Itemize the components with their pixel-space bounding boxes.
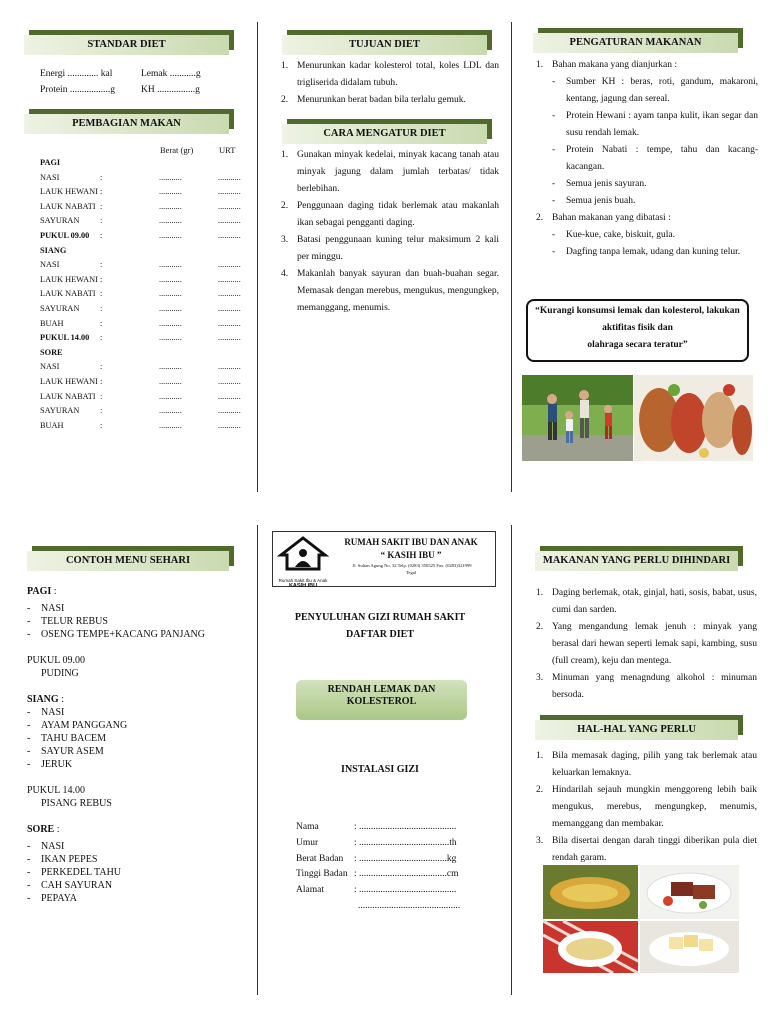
anjuran-item-text: Protein Nabati : tempe, tahu dan kacang-kacangan.	[566, 145, 758, 172]
row-label: LAUK HEWANI	[40, 187, 98, 197]
row-label: LAUK HEWANI	[40, 377, 98, 386]
dash-mark: -	[552, 77, 556, 87]
pukul-14-label: PUKUL 14.00	[27, 785, 85, 796]
list-number: 2.	[536, 622, 544, 632]
hindari-item	[536, 619, 757, 670]
dash-mark: -	[27, 867, 31, 878]
pengaturan-list: 1. Bahan makana yang dianjurkan : - Sumber KH : beras, roti, gandum, makaroni, kentang, jagung dan sereal. - Protein Hewani : ayam tanpa kulit, ikan segar dan susu rendah lemak. - Protein Nabati : tempe, tahu dan kacang-kacangan. - Semua jenis sayuran. - Semua jenis buah. 2. Bahan makanan yang dibatasi : - Kue-kue, cake, biskuit, gula. - Dagfing tanpa lemak, udang dan kuning telur.	[536, 57, 758, 261]
logo-text-2: KASIH IBU	[288, 583, 318, 589]
row-urt: ...........	[218, 377, 241, 386]
pagi-label-text: PAGI	[27, 586, 52, 597]
pembagian-row	[40, 377, 245, 391]
row-label: SAYURAN	[40, 406, 80, 416]
hindari-item	[536, 585, 757, 619]
row-label: NASI	[40, 172, 60, 182]
row-label: LAUK HEWANI	[40, 274, 98, 284]
sore-label	[27, 823, 242, 836]
siang-item	[27, 758, 242, 771]
anjuran-item	[536, 176, 758, 193]
dash-mark: -	[27, 746, 31, 757]
food-collage-photo	[543, 865, 739, 973]
hal-perlu-header: HAL-HAL YANG PERLU	[535, 720, 738, 740]
row-urt: ...........	[218, 420, 241, 430]
dash-mark: -	[27, 893, 31, 904]
row-berat: ...........	[159, 304, 182, 313]
hindari-item	[536, 670, 757, 704]
list-number: 2.	[281, 95, 289, 105]
fold-line	[257, 525, 258, 995]
cara-item	[281, 232, 499, 266]
pembagian-row	[40, 231, 245, 245]
row-urt: ...........	[218, 406, 241, 416]
standar-diet-header: STANDAR DIET	[24, 35, 229, 55]
spacer	[27, 810, 242, 823]
row-colon: :	[100, 406, 103, 416]
list-number: 3.	[281, 235, 289, 245]
pembagian-row	[40, 362, 245, 376]
row-berat: ...........	[159, 216, 182, 226]
dash-mark: -	[552, 196, 556, 206]
row-berat: ...........	[159, 333, 182, 343]
pembagian-row	[40, 275, 245, 289]
form-value: : .........................................	[354, 822, 457, 832]
sore-item-text: IKAN PEPES	[41, 854, 98, 865]
pembagian-row	[40, 348, 245, 362]
anjuran-item	[536, 142, 758, 176]
form-row	[296, 838, 457, 848]
hospital-sub: “ KASIH IBU ”	[380, 550, 442, 560]
row-colon: :	[100, 377, 103, 386]
row-colon: :	[100, 274, 103, 284]
anjuran-item-text: Semua jenis sayuran.	[566, 179, 647, 189]
hindari-item-text: Daging berlemak, otak, ginjal, hati, sosis, babat, usus, cumi dan sarden.	[552, 588, 757, 615]
siang-item	[27, 745, 242, 758]
col-urt: URT	[219, 145, 236, 155]
row-label: SAYURAN	[40, 216, 80, 226]
row-urt: ...........	[218, 362, 241, 372]
dibatasi-title: Bahan makanan yang dibatasi :	[552, 213, 671, 223]
siang-item-text: NASI	[41, 707, 65, 718]
hindari-item-text: Yang mengandung lemak jenuh : minyak yang berasal dari hewan seperti lemak sapi, kambing, susu (full cream), keju dan mentega.	[552, 622, 757, 666]
menu-block	[27, 585, 242, 905]
form-row	[296, 822, 456, 832]
row-colon: :	[100, 304, 103, 313]
row-urt: ...........	[218, 304, 241, 313]
row-colon: :	[100, 391, 103, 401]
row-berat: ...........	[159, 201, 182, 211]
siang-item-text: JERUK	[41, 759, 73, 770]
quote-line-1: “Kurangi konsumsi lemak dan kolesterol, lakukan	[535, 306, 740, 316]
dash-mark: -	[27, 733, 31, 744]
siang-label-text: SIANG	[27, 694, 59, 705]
hindari-list	[536, 585, 757, 704]
pembagian-row	[40, 260, 245, 274]
dash-mark: -	[27, 854, 31, 865]
pembagian-row	[40, 289, 245, 303]
row-urt: ...........	[218, 231, 241, 240]
tujuan-list	[281, 58, 499, 109]
form-label: Alamat	[296, 885, 324, 896]
list-number: 1.	[281, 61, 289, 71]
fold-line	[511, 22, 512, 492]
row-label: SAYURAN	[40, 304, 80, 313]
row-colon: :	[100, 362, 103, 372]
cara-item	[281, 147, 499, 198]
form-label: Umur	[296, 837, 319, 848]
diet-type-box	[296, 680, 467, 720]
row-berat: ...........	[159, 187, 182, 197]
anjuran-item	[536, 74, 758, 108]
colon: :	[54, 824, 60, 835]
sore-item-text: NASI	[41, 841, 65, 852]
kh-field: KH ................g	[141, 85, 200, 95]
pagi-item	[27, 628, 242, 641]
makanan-dihindari-header: MAKANAN YANG PERLU DIHINDARI	[535, 551, 738, 571]
anjuran-item	[536, 193, 758, 210]
row-urt: ...........	[218, 216, 241, 226]
hospital-name: RUMAH SAKIT IBU DAN ANAK	[344, 537, 478, 547]
row-berat: ...........	[159, 420, 182, 430]
cara-item-text: Penggunaan daging tidak berlemak atau makanlah ikan sebagai pengganti daging.	[297, 201, 499, 228]
row-label: PUKUL 09.00	[40, 231, 90, 240]
form-label: Tinggi Badan	[296, 869, 348, 880]
cara-item-text: Gunakan minyak kedelai, minyak kacang tanah atau minyak jagung dalam jumlah terbatas/ tidak berlebihan.	[297, 150, 499, 194]
row-urt: ...........	[218, 187, 241, 197]
anjuran-title: Bahan makana yang dianjurkan :	[552, 60, 678, 70]
row-berat: ...........	[159, 377, 182, 386]
list-number: 3.	[536, 836, 544, 846]
anjuran-item-text: Sumber KH : beras, roti, gandum, makaroni, kentang, jagung dan sereal.	[566, 77, 758, 104]
protein-field: Protein .................g	[40, 85, 115, 95]
dash-mark: -	[27, 616, 31, 627]
dibatasi-item	[536, 227, 758, 244]
perlu-item-text: Bila disertai dengan darah tinggi diberikan pula diet rendah garam.	[552, 836, 757, 863]
hospital-city: Tegal	[405, 570, 417, 575]
running-family-photo	[522, 375, 633, 461]
form-row	[296, 869, 459, 879]
contoh-menu-header: CONTOH MENU SEHARI	[27, 551, 229, 571]
pagi-item-text: NASI	[41, 603, 65, 614]
row-colon: :	[100, 289, 103, 299]
pembagian-row	[40, 406, 245, 420]
hospital-header-box	[272, 531, 496, 587]
form-value: : .........................................	[354, 885, 457, 896]
pembagian-row	[40, 158, 245, 172]
tujuan-item-text: Menurunkan berat badan bila terlalu gemuk.	[297, 95, 466, 105]
perlu-item	[536, 748, 757, 782]
sore-item-text: CAH SAYURAN	[41, 880, 113, 891]
diet-type-line-1: RENDAH LEMAK DAN	[327, 684, 436, 695]
row-urt: ...........	[218, 172, 241, 182]
grilled-fish-photo	[634, 375, 753, 461]
row-urt: ...........	[218, 333, 241, 343]
perlu-item-text: Hindarilah sejauh mungkin menggoreng lebih baik mengukus, merebus, mengungkep, menumis, memanggang dan membakar.	[552, 785, 757, 829]
row-berat: ...........	[159, 391, 182, 401]
list-number: 1.	[281, 150, 289, 160]
pembagian-row	[40, 173, 245, 187]
dash-mark: -	[27, 841, 31, 852]
list-number: 1.	[536, 751, 544, 761]
dash-mark: -	[552, 247, 556, 257]
cara-item	[281, 266, 499, 317]
row-label: NASI	[40, 260, 60, 270]
row-berat: ...........	[159, 260, 182, 270]
tujuan-diet-header: TUJUAN DIET	[282, 35, 487, 55]
list-number: 3.	[536, 673, 544, 683]
row-berat: ...........	[159, 318, 182, 328]
sore-item-text: PEPAYA	[41, 893, 77, 904]
pembagian-row	[40, 246, 245, 260]
pembagian-row	[40, 333, 245, 347]
row-urt: ...........	[218, 274, 241, 284]
list-number: 4.	[281, 269, 289, 279]
sore-item	[27, 853, 242, 866]
hospital-address: Jl. Sultan Agung No. 32 Telp. (0283) 350525 Fax. (0283)321999	[352, 563, 472, 568]
dash-mark: -	[27, 707, 31, 718]
row-label: BUAH	[40, 318, 64, 328]
pagi-item	[27, 602, 242, 615]
title-line-2: DAFTAR DIET	[346, 629, 414, 640]
colon: :	[51, 586, 57, 597]
pembagian-row	[40, 304, 245, 318]
row-colon: :	[100, 318, 103, 328]
row-label: PUKUL 14.00	[40, 333, 90, 343]
dibatasi-item-text: Kue-kue, cake, biskuit, gula.	[566, 230, 675, 240]
row-label: LAUK NABATI	[40, 289, 96, 299]
pagi-item-text: TELUR REBUS	[41, 616, 108, 627]
form-row	[296, 885, 456, 895]
cara-item-text: Batasi penggunaan kuning telur maksimum 2 kali per minggu.	[297, 235, 499, 262]
dibatasi-item	[536, 244, 758, 261]
spacer	[27, 680, 242, 693]
siang-item	[27, 719, 242, 732]
sore-label-text: SORE	[27, 824, 55, 835]
siang-item	[27, 706, 242, 719]
perlu-list	[536, 748, 757, 867]
logo-text-1: Rumah Sakit Ibu & Anak	[278, 578, 328, 583]
row-colon: :	[100, 333, 103, 343]
form-extra: ...........................................	[358, 901, 461, 911]
row-berat: ...........	[159, 231, 182, 240]
dash-mark: -	[552, 179, 556, 189]
pagi-label	[27, 585, 242, 598]
row-label: LAUK NABATI	[40, 201, 96, 211]
tujuan-item	[281, 58, 499, 92]
row-colon: :	[100, 187, 103, 197]
siang-label	[27, 693, 242, 706]
fold-line	[257, 22, 258, 492]
title-line-1: PENYULUHAN GIZI RUMAH SAKIT	[294, 612, 466, 623]
form-row	[296, 854, 456, 864]
row-colon: :	[100, 231, 103, 240]
instalasi-gizi: INSTALASI GIZI	[341, 764, 419, 775]
dash-mark: -	[27, 880, 31, 891]
pembagian-row	[40, 319, 245, 333]
row-colon: :	[100, 216, 103, 226]
fold-line	[511, 525, 512, 995]
list-number: 1.	[536, 588, 544, 598]
dibatasi-item-text: Dagfing tanpa lemak, udang dan kuning telur.	[566, 247, 741, 257]
pembagian-row	[40, 202, 245, 216]
form-value: : .....................................kg	[354, 853, 457, 864]
row-berat: ...........	[159, 362, 182, 372]
pukul-09-item: PUDING	[41, 668, 79, 679]
row-berat: ...........	[159, 172, 182, 182]
anjuran-item	[536, 108, 758, 142]
row-urt: ...........	[218, 260, 241, 270]
anjuran-item-text: Protein Hewani : ayam tanpa kulit, ikan segar dan susu rendah lemak.	[566, 111, 758, 138]
row-label: PAGI	[40, 158, 61, 167]
row-label: SIANG	[40, 245, 67, 255]
row-colon: :	[100, 260, 103, 270]
quote-line-2: aktifitas fisik dan	[602, 323, 673, 333]
perlu-item-text: Bila memasak daging, pilih yang tak berlemak atau keluarkan lemaknya.	[552, 751, 757, 778]
row-urt: ...........	[218, 391, 241, 401]
pembagian-row	[40, 187, 245, 201]
quote-box	[526, 299, 749, 362]
spacer	[27, 771, 242, 784]
cara-item-text: Makanlah banyak sayuran dan buah-buahan segar. Memasak dengan merebus, mengukus, mengungkep, memanggang, menumis.	[297, 269, 499, 313]
pagi-item-text: OSENG TEMPE+KACANG PANJANG	[41, 629, 205, 640]
dash-mark: -	[27, 603, 31, 614]
sore-item	[27, 840, 242, 853]
row-label: NASI	[40, 362, 60, 372]
dash-mark: -	[552, 145, 556, 155]
pengaturan-makanan-header: PENGATURAN MAKANAN	[533, 33, 738, 53]
row-urt: ...........	[218, 318, 241, 328]
colon: :	[58, 694, 64, 705]
spacer	[27, 641, 242, 654]
row-berat: ...........	[159, 406, 182, 416]
row-label: SORE	[40, 347, 63, 357]
perlu-item	[536, 782, 757, 833]
diet-type-line-2: KOLESTEROL	[346, 696, 417, 707]
form-label: Berat Badan	[296, 853, 344, 864]
pembagian-row	[40, 216, 245, 230]
row-colon: :	[100, 420, 103, 430]
siang-item	[27, 732, 242, 745]
dash-mark: -	[552, 111, 556, 121]
form-label: Nama	[296, 822, 319, 832]
sore-item	[27, 866, 242, 879]
row-colon: :	[100, 172, 103, 182]
perlu-item	[536, 833, 757, 867]
form-value: : .....................................cm	[354, 869, 459, 880]
form-value: : ......................................th	[354, 837, 457, 848]
sore-item-text: PERKEDEL TAHU	[41, 867, 122, 878]
pagi-item	[27, 615, 242, 628]
dash-mark: -	[27, 720, 31, 731]
row-urt: ...........	[218, 289, 241, 299]
pukul-14-item: PISANG REBUS	[41, 798, 112, 809]
row-label: BUAH	[40, 420, 64, 430]
sore-item	[27, 892, 242, 905]
col-berat: Berat (gr)	[160, 145, 194, 155]
dash-mark: -	[552, 230, 556, 240]
pembagian-row	[40, 421, 245, 435]
pukul-09-label: PUKUL 09.00	[27, 655, 85, 666]
tujuan-item	[281, 92, 499, 109]
row-berat: ...........	[159, 289, 182, 299]
row-urt: ...........	[218, 201, 241, 211]
row-label: LAUK NABATI	[40, 391, 96, 401]
siang-item-text: AYAM PANGGANG	[41, 720, 128, 731]
hindari-item-text: Minuman yang menagndung alkohol : minuman bersoda.	[552, 673, 757, 700]
sore-item	[27, 879, 242, 892]
tujuan-item-text: Menurunkan kadar kolesterol total, koles LDL dan trigliserida didalam tubuh.	[297, 61, 499, 88]
dash-mark: -	[27, 759, 31, 770]
siang-item-text: SAYUR ASEM	[41, 746, 104, 757]
quote-line-3: olahraga secara teratur”	[587, 340, 688, 350]
hospital-logo	[277, 535, 329, 589]
cara-list	[281, 147, 499, 317]
list-number: 2.	[536, 785, 544, 795]
pembagian-makan-header: PEMBAGIAN MAKAN	[24, 114, 229, 134]
pembagian-row	[40, 392, 245, 406]
anjuran-item-text: Semua jenis buah.	[566, 196, 636, 206]
energi-field: Energi ............. kal	[40, 69, 113, 79]
siang-item-text: TAHU BACEM	[41, 733, 107, 744]
row-berat: ...........	[159, 274, 182, 284]
list-number: 2.	[281, 201, 289, 211]
row-colon: :	[100, 201, 103, 211]
dash-mark: -	[27, 629, 31, 640]
cara-mengatur-header: CARA MENGATUR DIET	[282, 124, 487, 144]
cara-item	[281, 198, 499, 232]
lemak-field: Lemak ...........g	[141, 69, 201, 79]
